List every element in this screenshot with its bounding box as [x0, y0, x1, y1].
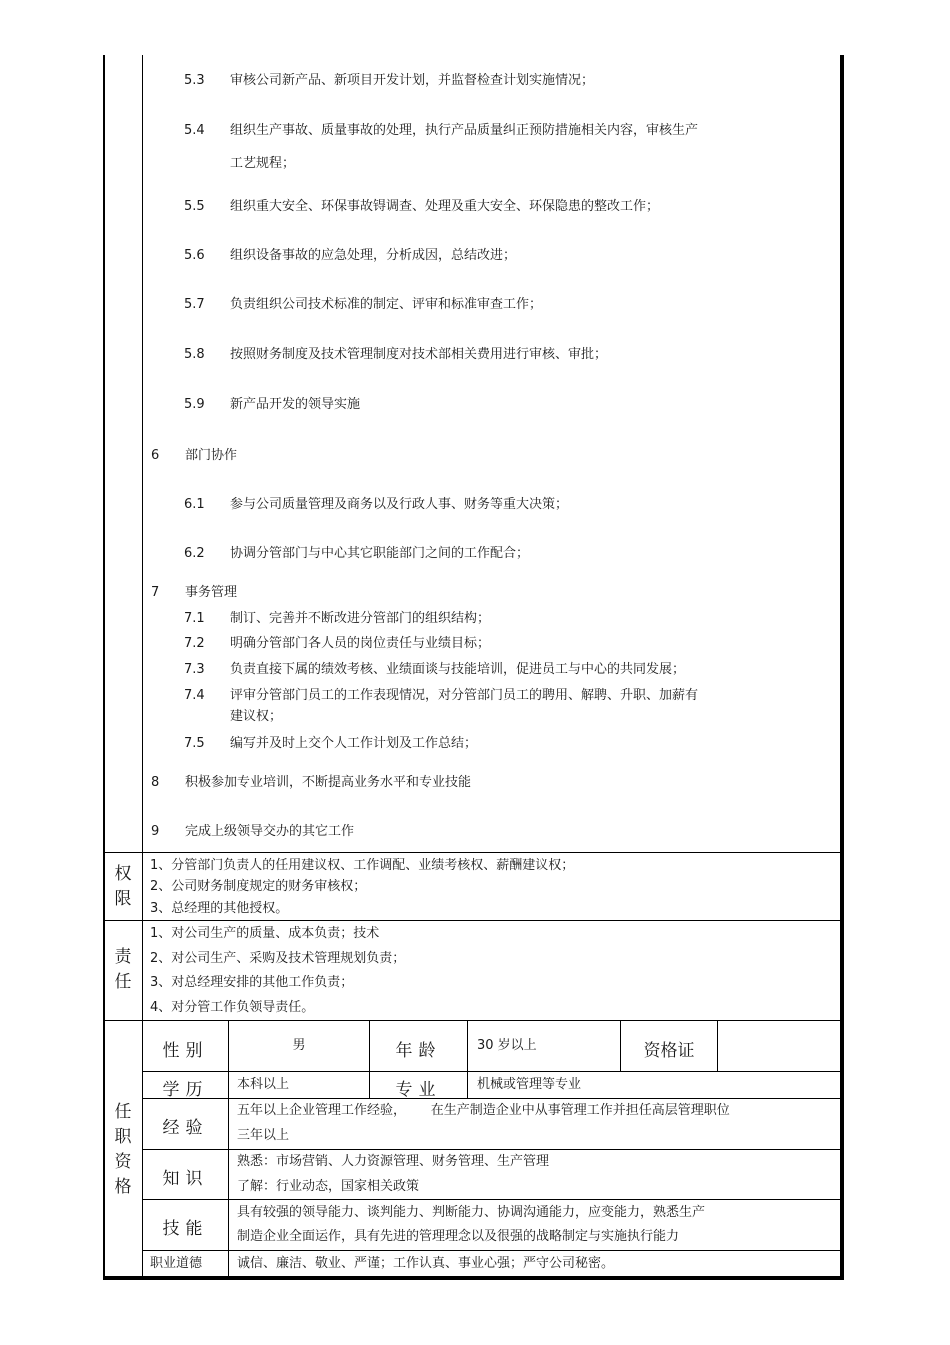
duty-text: 编写并及时上交个人工作计划及工作总结；: [230, 736, 478, 751]
major-value: 机械或管理等专业: [477, 1077, 582, 1092]
certificate-label: 资格证: [643, 1041, 695, 1061]
grid-line: [142, 1149, 841, 1150]
duty-number: 5.9: [184, 397, 205, 412]
section-divider: [103, 852, 841, 853]
experience-line: 三年以上: [237, 1128, 290, 1143]
knowledge-line: 了解：行业动态，国家相关政策: [237, 1179, 420, 1194]
duty-text: 按照财务制度及技术管理制度对技术部相关费用进行审核、审批；: [230, 347, 608, 362]
skill-line: 具有较强的领导能力、谈判能力、判断能力、协调沟通能力，应变能力，熟悉生产: [237, 1205, 706, 1220]
grid-line: [142, 1199, 841, 1200]
gender-value: 男: [292, 1038, 306, 1053]
duty-number: 7.5: [184, 736, 205, 751]
gender-label: 性别: [162, 1041, 209, 1061]
skill-line: 制造企业全面运作，具有先进的管理理念以及很强的战略制定与实施执行能力: [237, 1229, 680, 1244]
experience-line: 五年以上企业管理工作经验， 在生产制造企业中从事管理工作并担任高层管理职位: [237, 1103, 730, 1118]
duty-text: 明确分管部门各人员的岗位责任与业绩目标；: [230, 636, 491, 651]
duty-number: 7.4: [184, 688, 205, 703]
grid-line: [142, 1098, 841, 1099]
knowledge-line: 熟悉：市场营销、人力资源管理、财务管理、生产管理: [237, 1154, 550, 1169]
duty-number: 5.4: [184, 123, 205, 138]
duty-text: 协调分管部门与中心其它职能部门之间的工作配合；: [230, 546, 530, 561]
duty-number: 6: [151, 448, 160, 463]
authority-line: 1、分管部门负责人的任用建议权、工作调配、业绩考核权、薪酬建议权；: [150, 858, 575, 873]
duty-number: 6.1: [184, 497, 205, 512]
section-divider: [103, 920, 841, 921]
duty-number: 7.2: [184, 636, 205, 651]
responsibility-line: 4、对分管工作负领导责任。: [150, 1000, 315, 1015]
qualification-label: 任职资格: [114, 1102, 132, 1197]
authority-line: 3、总经理的其他授权。: [150, 901, 289, 916]
duty-number: 9: [151, 824, 160, 839]
duty-text: 评审分管部门员工的工作表现情况，对分管部门员工的聘用、解聘、升职、加薪有: [230, 688, 699, 703]
grid-line: [467, 1020, 468, 1098]
duty-number: 8: [151, 775, 160, 790]
duty-number: 7.3: [184, 662, 205, 677]
responsibility-line: 2、对公司生产、采购及技术管理规划负责；: [150, 951, 406, 966]
duty-text: 新产品开发的领导实施: [230, 397, 361, 412]
age-value: 30 岁以上: [477, 1038, 537, 1053]
major-label: 专业: [395, 1080, 442, 1100]
duty-text: 参与公司质量管理及商务以及行政人事、财务等重大决策；: [230, 497, 569, 512]
education-value: 本科以上: [237, 1077, 290, 1092]
duty-text: 部门协作: [185, 448, 238, 463]
grid-line: [717, 1020, 718, 1071]
age-label: 年龄: [395, 1041, 442, 1061]
education-label: 学历: [162, 1080, 209, 1100]
duty-text: 工艺规程；: [230, 156, 296, 171]
responsibility-line: 1、对公司生产的质量、成本负责；技术: [150, 926, 380, 941]
duty-text: 组织生产事故、质量事故的处理，执行产品质量纠正预防措施相关内容，审核生产: [230, 123, 699, 138]
duty-text: 事务管理: [185, 585, 238, 600]
duty-text: 建议权；: [230, 709, 283, 724]
authority-label: 权限: [114, 864, 132, 909]
duty-number: 5.7: [184, 297, 205, 312]
grid-line: [142, 1071, 841, 1072]
grid-line: [228, 1020, 229, 1277]
ethics-label: 职业道德: [150, 1256, 203, 1271]
grid-line: [142, 1250, 841, 1251]
duty-number: 6.2: [184, 546, 205, 561]
duty-text: 审核公司新产品、新项目开发计划，并监督检查计划实施情况；: [230, 73, 595, 88]
duty-text: 负责直接下属的绩效考核、业绩面谈与技能培训，促进员工与中心的共同发展；: [230, 662, 686, 677]
knowledge-label: 知识: [162, 1169, 209, 1189]
skill-label: 技能: [162, 1219, 209, 1239]
duty-text: 组织设备事故的应急处理，分析成因，总结改进；: [230, 248, 517, 263]
duty-number: 5.6: [184, 248, 205, 263]
ethics-value: 诚信、廉洁、敬业、严谨；工作认真、事业心强；严守公司秘密。: [237, 1256, 615, 1271]
duty-text: 积极参加专业培训，不断提高业务水平和专业技能: [185, 775, 472, 790]
section-divider: [103, 1020, 841, 1021]
duty-number: 5.3: [184, 73, 205, 88]
experience-label: 经验: [162, 1118, 209, 1138]
authority-line: 2、公司财务制度规定的财务审核权；: [150, 879, 367, 894]
duty-number: 7: [151, 585, 160, 600]
duty-text: 组织重大安全、环保事故锝调查、处理及重大安全、环保隐患的整改工作；: [230, 199, 660, 214]
duty-number: 5.8: [184, 347, 205, 362]
duty-text: 负责组织公司技术标准的制定、评审和标准审查工作；: [230, 297, 543, 312]
responsibility-line: 3、对总经理安排的其他工作负责；: [150, 975, 354, 990]
duty-text: 完成上级领导交办的其它工作: [185, 824, 355, 839]
duty-number: 7.1: [184, 611, 205, 626]
responsibility-label: 责任: [114, 947, 132, 992]
duty-number: 5.5: [184, 199, 205, 214]
duty-text: 制订、完善并不断改进分管部门的组织结构；: [230, 611, 491, 626]
